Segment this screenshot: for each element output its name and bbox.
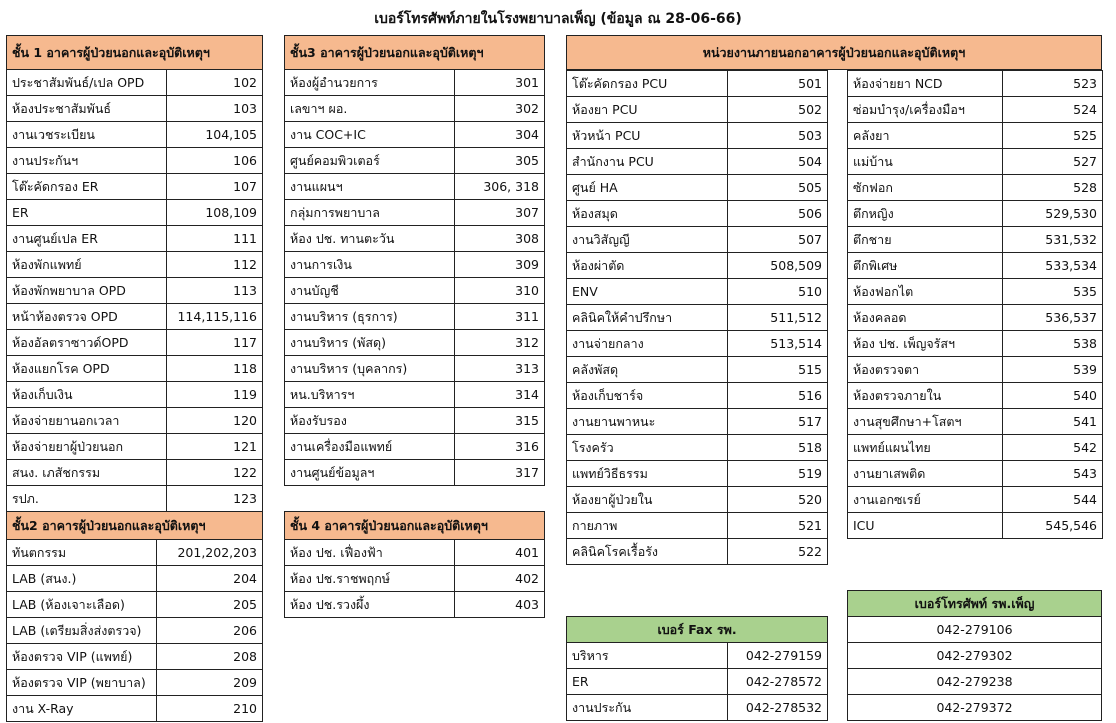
extension-number: 401	[455, 540, 545, 566]
table-row	[848, 227, 1103, 253]
dept-name: ER	[567, 669, 728, 695]
table-row	[848, 461, 1103, 487]
table-row	[848, 149, 1103, 175]
table-row	[848, 305, 1103, 331]
table-row	[7, 618, 263, 644]
table-row	[7, 566, 263, 592]
extension-number: 042-278532	[728, 695, 828, 721]
extension-number: 524	[1003, 97, 1103, 123]
table-row	[567, 253, 828, 279]
table-row	[848, 695, 1102, 721]
dept-name: กายภาพ	[567, 513, 728, 539]
dept-name: ห้องผู้อำนวยการ	[285, 70, 455, 96]
extension-number: 516	[728, 383, 828, 409]
page-title: เบอร์โทรศัพท์ภายในโรงพยาบาลเพ็ญ (ข้อมูล ณ 28-06-66)	[374, 11, 742, 27]
table-row	[7, 696, 263, 722]
dept-name: ห้องฟอกไต	[848, 279, 1003, 305]
table-row	[285, 382, 545, 408]
table-row	[848, 201, 1103, 227]
dept-name: ศูนย์ HA	[567, 175, 728, 201]
extension-number: 507	[728, 227, 828, 253]
table-row	[7, 486, 263, 512]
table-row	[7, 174, 263, 200]
extension-number: 518	[728, 435, 828, 461]
dept-name: แพทย์วิธีธรรม	[567, 461, 728, 487]
table-row	[848, 97, 1103, 123]
dept-name: งาน COC+IC	[285, 122, 455, 148]
floor1-table	[6, 35, 263, 512]
table-row	[7, 278, 263, 304]
table-row	[567, 461, 828, 487]
table-row	[848, 123, 1103, 149]
extension-number: 311	[455, 304, 545, 330]
dept-name: ห้องอัลตราซาวด์OPD	[7, 330, 167, 356]
extension-number: 309	[455, 252, 545, 278]
dept-name: ตึกพิเศษ	[848, 253, 1003, 279]
table-row	[848, 513, 1103, 539]
table-row	[567, 435, 828, 461]
hospital-phone-number: 042-279302	[848, 643, 1102, 669]
dept-name: กลุ่มการพยาบาล	[285, 200, 455, 226]
dept-name: งานเครื่องมือแพทย์	[285, 434, 455, 460]
phone-table	[847, 590, 1102, 721]
dept-name: งานเอกซเรย์	[848, 487, 1003, 513]
dept-name: งานประกันฯ	[7, 148, 167, 174]
dept-name: ห้องรับรอง	[285, 408, 455, 434]
extension-number: 501	[728, 71, 828, 97]
table-row	[848, 253, 1103, 279]
dept-name: งานศูนย์เปล ER	[7, 226, 167, 252]
table-row	[567, 487, 828, 513]
dept-name: งานประกัน	[567, 695, 728, 721]
extension-number: 543	[1003, 461, 1103, 487]
dept-name: LAB (ห้องเจาะเลือด)	[7, 592, 157, 618]
extension-number: 114,115,116	[167, 304, 263, 330]
dept-name: ห้อง ปช. เฟื่องฟ้า	[285, 540, 455, 566]
dept-name: หน.บริหารฯ	[285, 382, 455, 408]
dept-name: ห้องคลอด	[848, 305, 1003, 331]
fax-header: เบอร์ Fax รพ.	[567, 617, 828, 643]
table-row	[285, 304, 545, 330]
dept-name: ทันตกรรม	[7, 540, 157, 566]
table-row	[567, 409, 828, 435]
dept-name: งานบัญชี	[285, 278, 455, 304]
table-row	[848, 279, 1103, 305]
dept-name: ห้องพักแพทย์	[7, 252, 167, 278]
table-row	[7, 408, 263, 434]
dept-name: งานสุขศึกษา+โสตฯ	[848, 409, 1003, 435]
floor2-table	[6, 511, 263, 722]
extension-number: 540	[1003, 383, 1103, 409]
extension-number: 515	[728, 357, 828, 383]
extension-number: 113	[167, 278, 263, 304]
table-row	[7, 592, 263, 618]
extension-number: 104,105	[167, 122, 263, 148]
extension-number: 508,509	[728, 253, 828, 279]
table-row	[567, 279, 828, 305]
table-row	[567, 149, 828, 175]
table-row	[567, 669, 828, 695]
dept-name: ประชาสัมพันธ์/เปล OPD	[7, 70, 167, 96]
dept-name: งาน X-Ray	[7, 696, 157, 722]
extension-number: 314	[455, 382, 545, 408]
dept-name: ห้องตรวจ VIP (แพทย์)	[7, 644, 157, 670]
outside-right-table	[847, 70, 1103, 539]
extension-number: 544	[1003, 487, 1103, 513]
dept-name: ห้องพักพยาบาล OPD	[7, 278, 167, 304]
dept-name: งานศูนย์ข้อมูลฯ	[285, 460, 455, 486]
extension-number: 301	[455, 70, 545, 96]
dept-name: ห้องเก็บชาร์จ	[567, 383, 728, 409]
dept-name: ศูนย์คอมพิวเตอร์	[285, 148, 455, 174]
table-row	[848, 331, 1103, 357]
table-row	[285, 70, 545, 96]
dept-name: สำนักงาน PCU	[567, 149, 728, 175]
table-row	[567, 175, 828, 201]
dept-name: คลังยา	[848, 123, 1003, 149]
hospital-phone-number: 042-279106	[848, 617, 1102, 643]
dept-name: งานบริหาร (ธุรการ)	[285, 304, 455, 330]
extension-number: 042-279159	[728, 643, 828, 669]
extension-number: 210	[157, 696, 263, 722]
extension-number: 102	[167, 70, 263, 96]
table-row	[567, 357, 828, 383]
table-row	[285, 96, 545, 122]
table-row	[848, 175, 1103, 201]
extension-number: 528	[1003, 175, 1103, 201]
dept-name: เลขาฯ ผอ.	[285, 96, 455, 122]
dept-name: ห้องยาผู้ป่วยใน	[567, 487, 728, 513]
table-row	[285, 122, 545, 148]
table-row	[7, 252, 263, 278]
extension-number: 522	[728, 539, 828, 565]
table-row	[7, 70, 263, 96]
extension-number: 525	[1003, 123, 1103, 149]
dept-name: งานการเงิน	[285, 252, 455, 278]
table-row	[7, 460, 263, 486]
dept-name: แม่บ้าน	[848, 149, 1003, 175]
extension-number: 308	[455, 226, 545, 252]
table-row	[848, 435, 1103, 461]
table-row	[7, 148, 263, 174]
table-row	[7, 304, 263, 330]
extension-number: 122	[167, 460, 263, 486]
table-row	[567, 383, 828, 409]
dept-name: ห้อง ปช. เพ็ญจรัสฯ	[848, 331, 1003, 357]
extension-number: 535	[1003, 279, 1103, 305]
extension-number: 527	[1003, 149, 1103, 175]
extension-number: 108,109	[167, 200, 263, 226]
table-row	[7, 540, 263, 566]
floor3-table	[284, 35, 545, 486]
extension-number: 505	[728, 175, 828, 201]
table-row	[567, 201, 828, 227]
extension-number: 517	[728, 409, 828, 435]
extension-number: 521	[728, 513, 828, 539]
extension-number: 310	[455, 278, 545, 304]
extension-number: 317	[455, 460, 545, 486]
dept-name: บริหาร	[567, 643, 728, 669]
floor1-header: ชั้น 1 อาคารผู้ป่วยนอกและอุบัติเหตุฯ	[7, 36, 263, 70]
table-row	[285, 278, 545, 304]
extension-number: 538	[1003, 331, 1103, 357]
extension-number: 316	[455, 434, 545, 460]
dept-name: คลินิคโรคเรื้อรัง	[567, 539, 728, 565]
table-row	[848, 383, 1103, 409]
extension-number: 519	[728, 461, 828, 487]
floor4-header: ชั้น 4 อาคารผู้ป่วยนอกและอุบัติเหตุฯ	[285, 512, 545, 540]
dept-name: ห้องจ่ายยา NCD	[848, 71, 1003, 97]
dept-name: ห้องสมุด	[567, 201, 728, 227]
dept-name: งานบริหาร (บุคลากร)	[285, 356, 455, 382]
table-row	[285, 460, 545, 486]
extension-number: 305	[455, 148, 545, 174]
dept-name: ICU	[848, 513, 1003, 539]
table-row	[7, 96, 263, 122]
extension-number: 529,530	[1003, 201, 1103, 227]
dept-name: ห้อง ปช. ทานตะวัน	[285, 226, 455, 252]
extension-number: 502	[728, 97, 828, 123]
dept-name: ห้องตรวจภายใน	[848, 383, 1003, 409]
table-row	[7, 356, 263, 382]
outside-header: หน่วยงานภายนอกอาคารผู้ป่วยนอกและอุบัติเหตุฯ	[567, 36, 1102, 70]
extension-number: 209	[157, 670, 263, 696]
table-row	[567, 513, 828, 539]
extension-number: 511,512	[728, 305, 828, 331]
dept-name: LAB (สนง.)	[7, 566, 157, 592]
extension-number: 121	[167, 434, 263, 460]
table-row	[848, 643, 1102, 669]
table-row	[567, 123, 828, 149]
extension-number: 302	[455, 96, 545, 122]
dept-name: ER	[7, 200, 167, 226]
extension-number: 513,514	[728, 331, 828, 357]
dept-name: โต๊ะคัดกรอง PCU	[567, 71, 728, 97]
table-row	[567, 71, 828, 97]
extension-number: 313	[455, 356, 545, 382]
table-row	[7, 330, 263, 356]
table-row	[285, 592, 545, 618]
extension-number: 533,534	[1003, 253, 1103, 279]
extension-number: 201,202,203	[157, 540, 263, 566]
dept-name: ซักฟอก	[848, 175, 1003, 201]
extension-number: 123	[167, 486, 263, 512]
extension-number: 111	[167, 226, 263, 252]
dept-name: คลังพัสดุ	[567, 357, 728, 383]
extension-number: 118	[167, 356, 263, 382]
extension-number: 107	[167, 174, 263, 200]
dept-name: งานวิสัญญี	[567, 227, 728, 253]
table-row	[285, 434, 545, 460]
dept-name: งานแผนฯ	[285, 174, 455, 200]
fax-table	[566, 616, 828, 721]
dept-name: ห้องจ่ายยานอกเวลา	[7, 408, 167, 434]
dept-name: โรงครัว	[567, 435, 728, 461]
extension-number: 205	[157, 592, 263, 618]
extension-number: 539	[1003, 357, 1103, 383]
extension-number: 120	[167, 408, 263, 434]
table-row	[567, 331, 828, 357]
table-row	[285, 566, 545, 592]
table-row	[848, 357, 1103, 383]
dept-name: ห้องตรวจตา	[848, 357, 1003, 383]
table-row	[567, 539, 828, 565]
dept-name: หน้าห้องตรวจ OPD	[7, 304, 167, 330]
extension-number: 504	[728, 149, 828, 175]
extension-number: 531,532	[1003, 227, 1103, 253]
extension-number: 402	[455, 566, 545, 592]
table-row	[567, 305, 828, 331]
table-row	[848, 71, 1103, 97]
dept-name: แพทย์แผนไทย	[848, 435, 1003, 461]
table-row	[848, 669, 1102, 695]
dept-name: งานจ่ายกลาง	[567, 331, 728, 357]
extension-number: 523	[1003, 71, 1103, 97]
extension-number: 520	[728, 487, 828, 513]
dept-name: งานยาเสพติด	[848, 461, 1003, 487]
table-row	[7, 670, 263, 696]
table-row	[7, 644, 263, 670]
outside-header-table	[566, 35, 1102, 70]
extension-number: 042-278572	[728, 669, 828, 695]
extension-number: 503	[728, 123, 828, 149]
table-row	[848, 409, 1103, 435]
extension-number: 536,537	[1003, 305, 1103, 331]
extension-number: 510	[728, 279, 828, 305]
extension-number: 403	[455, 592, 545, 618]
table-row	[285, 330, 545, 356]
table-row	[848, 487, 1103, 513]
floor2-header: ชั้น2 อาคารผู้ป่วยนอกและอุบัติเหตุฯ	[7, 512, 263, 540]
table-row	[285, 148, 545, 174]
dept-name: ห้องเก็บเงิน	[7, 382, 167, 408]
table-row	[567, 97, 828, 123]
table-row	[7, 200, 263, 226]
dept-name: หัวหน้า PCU	[567, 123, 728, 149]
extension-number: 119	[167, 382, 263, 408]
floor3-header: ชั้น3 อาคารผู้ป่วยนอกและอุบัติเหตุฯ	[285, 36, 545, 70]
dept-name: ห้องประชาสัมพันธ์	[7, 96, 167, 122]
extension-number: 506	[728, 201, 828, 227]
table-row	[285, 200, 545, 226]
table-row	[285, 356, 545, 382]
extension-number: 545,546	[1003, 513, 1103, 539]
dept-name: ห้องตรวจ VIP (พยาบาล)	[7, 670, 157, 696]
table-row	[848, 617, 1102, 643]
outside-left-table	[566, 70, 828, 565]
table-row	[567, 643, 828, 669]
table-row	[7, 434, 263, 460]
extension-number: 204	[157, 566, 263, 592]
table-row	[567, 695, 828, 721]
dept-name: สนง. เภสัชกรรม	[7, 460, 167, 486]
dept-name: รปภ.	[7, 486, 167, 512]
table-row	[7, 122, 263, 148]
dept-name: ห้องยา PCU	[567, 97, 728, 123]
dept-name: ห้องจ่ายยาผู้ป่วยนอก	[7, 434, 167, 460]
dept-name: งานเวชระเบียน	[7, 122, 167, 148]
extension-number: 206	[157, 618, 263, 644]
dept-name: คลินิคให้คำปรึกษา	[567, 305, 728, 331]
dept-name: LAB (เตรียมสิ่งส่งตรวจ)	[7, 618, 157, 644]
table-row	[567, 227, 828, 253]
dept-name: ENV	[567, 279, 728, 305]
dept-name: ตึกหญิง	[848, 201, 1003, 227]
extension-number: 112	[167, 252, 263, 278]
dept-name: ซ่อมบำรุง/เครื่องมือฯ	[848, 97, 1003, 123]
extension-number: 208	[157, 644, 263, 670]
table-row	[285, 226, 545, 252]
floor4-table	[284, 511, 545, 618]
dept-name: ตึกชาย	[848, 227, 1003, 253]
extension-number: 306, 318	[455, 174, 545, 200]
extension-number: 106	[167, 148, 263, 174]
extension-number: 307	[455, 200, 545, 226]
table-row	[285, 252, 545, 278]
table-row	[285, 540, 545, 566]
table-row	[7, 382, 263, 408]
extension-number: 312	[455, 330, 545, 356]
phone-header: เบอร์โทรศัพท์ รพ.เพ็ญ	[848, 591, 1102, 617]
extension-number: 541	[1003, 409, 1103, 435]
dept-name: โต๊ะคัดกรอง ER	[7, 174, 167, 200]
extension-number: 103	[167, 96, 263, 122]
hospital-phone-number: 042-279238	[848, 669, 1102, 695]
extension-number: 304	[455, 122, 545, 148]
dept-name: ห้องผ่าตัด	[567, 253, 728, 279]
extension-number: 542	[1003, 435, 1103, 461]
dept-name: ห้อง ปช.รวงผึ้ง	[285, 592, 455, 618]
table-row	[7, 226, 263, 252]
extension-number: 315	[455, 408, 545, 434]
dept-name: งานบริหาร (พัสดุ)	[285, 330, 455, 356]
hospital-phone-number: 042-279372	[848, 695, 1102, 721]
table-row	[285, 174, 545, 200]
dept-name: งานยานพาหนะ	[567, 409, 728, 435]
table-row	[285, 408, 545, 434]
extension-number: 117	[167, 330, 263, 356]
dept-name: ห้องแยกโรค OPD	[7, 356, 167, 382]
dept-name: ห้อง ปช.ราชพฤกษ์	[285, 566, 455, 592]
